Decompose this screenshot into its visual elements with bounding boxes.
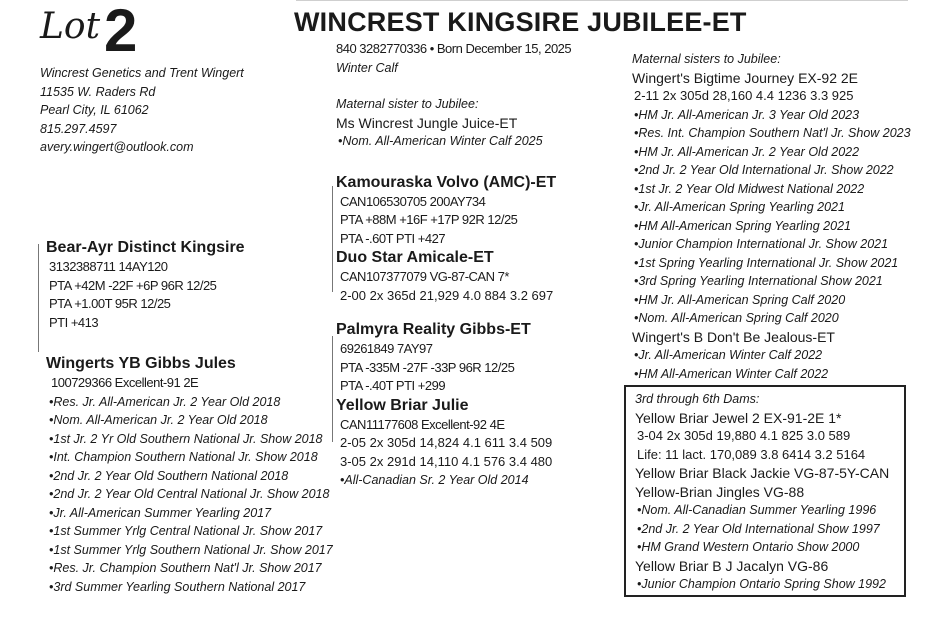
list-item: •HM Grand Western Ontario Show 2000: [637, 540, 860, 554]
subject-class: Winter Calf: [336, 60, 398, 75]
consignor-city: Pearl City, IL 61062: [40, 103, 149, 117]
sire-of-dam-pta-type: PTA -.40T PTI +299: [340, 378, 446, 393]
lot-number: 2: [104, 0, 138, 64]
dam6-name: Yellow Briar B J Jacalyn VG-86: [635, 557, 829, 574]
sire-of-sire-block: [336, 173, 616, 249]
dam-of-dam-record-1: 2-05 2x 305d 14,824 4.1 611 3.4 509: [340, 435, 553, 450]
list-item: •Int. Champion Southern National Jr. Show 2018: [49, 450, 318, 464]
dam-name: Wingerts YB Gibbs Jules: [46, 355, 236, 372]
maternal-sister-heading: Maternal sister to Jubilee:: [336, 97, 479, 111]
list-item: •Nom. All-Canadian Summer Yearling 1996: [637, 503, 877, 517]
pedigree-bracket-sire: [38, 244, 39, 352]
list-item: •Junior Champion International Jr. Show 2021: [634, 237, 889, 251]
sire-dam-column: [46, 238, 336, 596]
dam-of-dam-registration: CAN11177608 Excellent-92 4E: [340, 416, 505, 432]
sire-pti: PTI +413: [49, 314, 99, 330]
dam-of-sire-name: Duo Star Amicale-ET: [336, 249, 494, 266]
list-item: •Nom. All-American Jr. 2 Year Old 2018: [49, 413, 268, 427]
list-item: •Jr. All-American Spring Yearling 2021: [634, 200, 845, 214]
lot-label: Lot: [40, 6, 101, 47]
list-item: •HM Jr. All-American Jr. 2 Year Old 2022: [634, 144, 860, 159]
sire-of-sire-pta-production: PTA +88M +16F +17P 92R 12/25: [340, 212, 518, 227]
sire-pta-type: PTA +1.00T 95R 12/25: [49, 296, 171, 311]
sire-block: [46, 238, 336, 332]
top-rule: [296, 0, 908, 1]
list-item: •1st Jr. 2 Year Old Midwest National 2022: [634, 181, 865, 196]
dam3-record: 3-04 2x 305d 19,880 4.1 825 3.0 589: [637, 428, 851, 443]
sire-of-dam-pta-production: PTA -335M -27F -33P 96R 12/25: [340, 359, 515, 375]
list-item: •1st Jr. 2 Yr Old Southern National Jr. Show 2018: [49, 431, 323, 446]
sister1-honors-list: [632, 106, 912, 328]
dam4-name: Yellow Briar Black Jackie VG-87-5Y-CAN: [635, 465, 890, 481]
list-item: •2nd Jr. 2 Year Old International Show 1997: [637, 521, 880, 536]
dam-of-sire-record: 2-00 2x 365d 21,929 4.0 884 3.2 697: [340, 287, 554, 303]
consignor-phone: 815.297.4597: [40, 121, 117, 136]
list-item: •3rd Summer Yearling Southern National 2017: [49, 579, 306, 594]
sister1-record: 2-11 2x 305d 28,160 4.4 1236 3.3 925: [634, 88, 854, 103]
list-item: •1st Spring Yearling International Jr. Show 2021: [634, 255, 899, 270]
list-item: •2nd Jr. 2 Year Old Central National Jr. Show 2018: [49, 487, 330, 501]
sire-registration: 3132388711 14AY120: [49, 259, 168, 274]
list-item: •3rd Spring Yearling International Show 2021: [634, 274, 883, 288]
dam5-honors-list: [635, 501, 904, 557]
maternal-sisters-column: [632, 50, 912, 383]
consignor-street: 11535 W. Raders Rd: [40, 84, 156, 99]
dam-honors-list: [46, 393, 336, 597]
consignor-name: Wincrest Genetics and Trent Wingert: [40, 66, 244, 80]
list-item: •Jr. All-American Winter Calf 2022: [634, 348, 823, 362]
list-item: •1st Summer Yrlg Central National Jr. Show 2017: [49, 524, 323, 538]
sire-of-dam-block: [336, 320, 616, 396]
dam-of-dam-honor: •All-Canadian Sr. 2 Year Old 2014: [340, 473, 529, 487]
dam3-name: Yellow Briar Jewel 2 EX-91-2E 1*: [635, 409, 842, 426]
list-item: •2nd Jr. 2 Year Old International Jr. Show 2022: [634, 163, 894, 177]
list-item: •HM All-American Spring Yearling 2021: [634, 218, 851, 233]
list-item: •Nom. All-American Spring Calf 2020: [634, 311, 839, 325]
dam-of-sire-registration: CAN107377079 VG-87-CAN 7*: [340, 269, 509, 284]
sire-of-sire-pta-type: PTA -.60T PTI +427: [340, 230, 446, 246]
subject-id-birth: 840 3282770336 • Born December 15, 2025: [336, 41, 572, 56]
sire-of-dam-registration: 69261849 7AY97: [340, 341, 433, 356]
sire-of-sire-registration: CAN106530705 200AY734: [340, 193, 486, 209]
sire-of-dam-name: Palmyra Reality Gibbs-ET: [336, 321, 531, 338]
maternal-sister-name: Ms Wincrest Jungle Juice-ET: [336, 114, 518, 131]
consignor-email[interactable]: avery.wingert@outlook.com: [40, 140, 194, 154]
sire-pta-production: PTA +42M -22F +6P 96R 12/25: [49, 277, 217, 293]
dam-of-dam-block: [336, 396, 616, 490]
list-item: •Junior Champion Ontario Spring Show 1992: [637, 577, 886, 591]
page-title: WINCREST KINGSIRE JUBILEE-ET: [294, 7, 747, 37]
grandparents-column: [336, 40, 616, 490]
list-item: •2nd Jr. 2 Year Old Southern National 2018: [49, 468, 289, 483]
list-item: •1st Summer Yrlg Southern National Jr. Show 2017: [49, 542, 333, 557]
list-item: •Jr. All-American Summer Yearling 2017: [49, 505, 272, 520]
sister1-name: Wingert's Bigtime Journey EX-92 2E: [632, 69, 858, 86]
sister2-honors-list: [632, 346, 912, 383]
consignor-contact: [40, 64, 244, 157]
dam6-honors-list: [635, 575, 904, 594]
dam5-name: Yellow-Brian Jingles VG-88: [635, 483, 805, 500]
dam-of-sire-block: [336, 248, 616, 305]
maternal-sister-honor: •Nom. All-American Winter Calf 2025: [338, 134, 543, 148]
dam-of-dam-record-2: 3-05 2x 291d 14,110 4.1 576 3.4 480: [340, 453, 553, 469]
list-item: •HM Jr. All-American Jr. 3 Year Old 2023: [634, 107, 860, 122]
subject-info: [336, 40, 616, 77]
dam-of-dam-name: Yellow Briar Julie: [336, 396, 469, 414]
dam-block: [46, 354, 336, 596]
list-item: •Res. Jr. All-American Jr. 2 Year Old 2018: [49, 394, 281, 409]
list-item: •Res. Jr. Champion Southern Nat'l Jr. Show 2017: [49, 561, 322, 575]
dam3-lifetime: Life: 11 lact. 170,089 3.8 6414 3.2 5164: [637, 446, 866, 462]
sister2-name: Wingert's B Don't Be Jealous-ET: [632, 328, 835, 345]
dams-box-heading: 3rd through 6th Dams:: [635, 392, 760, 406]
maternal-sisters-heading: Maternal sisters to Jubilee:: [632, 52, 781, 66]
ancestor-dams-box: [624, 385, 906, 597]
sire-name: Bear-Ayr Distinct Kingsire: [46, 239, 245, 256]
list-item: •Res. Int. Champion Southern Nat'l Jr. Show 2023: [634, 126, 911, 140]
sire-of-sire-name: Kamouraska Volvo (AMC)-ET: [336, 173, 557, 191]
list-item: •HM Jr. All-American Spring Calf 2020: [634, 292, 846, 307]
list-item: •HM All-American Winter Calf 2022: [634, 366, 829, 381]
maternal-sister-block: [336, 95, 616, 151]
dam-registration: 100729366 Excellent-91 2E: [51, 375, 199, 390]
